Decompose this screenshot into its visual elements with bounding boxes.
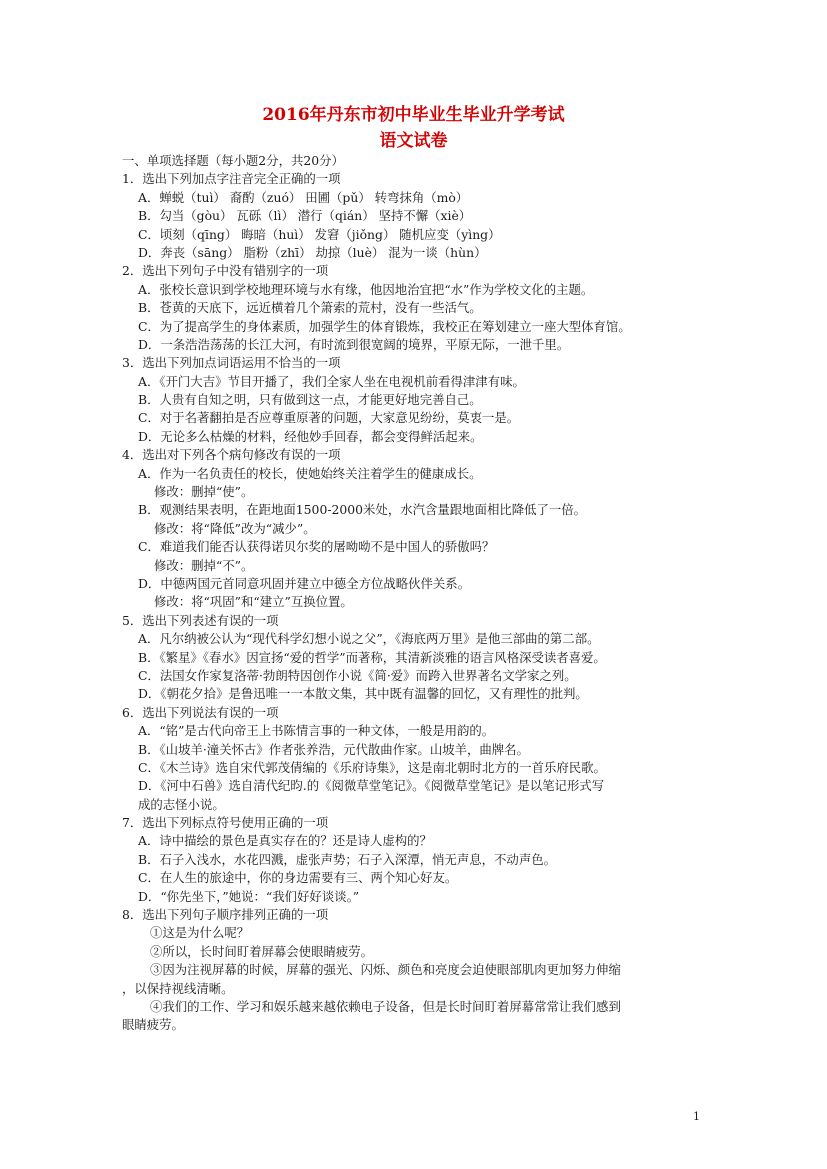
question-stem: 6．选出下列说法有误的一项 (122, 704, 279, 720)
ordered-sentence: ④我们的工作、学习和娱乐越来越依赖电子设备，但是长时间盯着屏幕常常让我们感到 (150, 998, 621, 1014)
answer-option: B．勾当（gòu） 瓦砾（lì） 潜行（qián） 坚持不懈（xiè） (138, 208, 472, 224)
answer-option: A．诗中描绘的景色是真实存在的？还是诗人虚构的？ (138, 833, 432, 849)
page-number: 1 (693, 1110, 700, 1123)
exam-content (122, 152, 710, 1035)
answer-option: B．《山坡羊·潼关怀古》作者张养浩，元代散曲作家。山坡羊，曲牌名。 (138, 741, 529, 757)
answer-option: B．石子入浅水，水花四溅，虚张声势；石子入深潭，悄无声息，不动声色。 (138, 851, 556, 867)
correction-note: 修改：删掉“使”。 (154, 484, 254, 500)
answer-option: A．蝉蜕（tuì） 裔酌（zuó） 田圃（pǔ） 转弯抹角（mò） (138, 189, 469, 205)
answer-option: A．“铭”是古代向帝王上书陈情言事的一种文体，一般是用韵的。 (138, 723, 495, 739)
exam-subtitle: 语文试卷 (379, 131, 448, 151)
text-continuation: ，以保持视线清晰。 (122, 980, 234, 996)
answer-option: D．《朝花夕拾》是鲁迅唯一一本散文集，其中既有温馨的回忆，又有理性的批判。 (138, 686, 588, 702)
question-stem: 2．选出下列句子中没有错别字的一项 (122, 263, 329, 279)
text-continuation: 眼睛疲劳。 (122, 1017, 184, 1033)
question-stem: 1．选出下列加点字注音完全正确的一项 (122, 171, 341, 187)
answer-option: D．奔丧（sāng） 脂粉（zhī） 劫掠（luè） 混为一谈（hùn） (138, 244, 487, 260)
correction-note: 修改：将“降低”改为“减少”。 (154, 520, 316, 536)
answer-option: C．《木兰诗》选自宋代郭茂倩编的《乐府诗集》，这是南北朝时北方的一首乐府民歌。 (138, 759, 606, 775)
exam-title: 2016年丹东市初中毕业生毕业升学考试 (262, 105, 565, 125)
answer-option: D．《河中石兽》选自清代纪昀.的《阅微草堂笔记》。《阅微草堂笔记》是以笔记形式写 (138, 778, 605, 794)
ordered-sentence: ②所以，长时间盯着屏幕会使眼睛疲劳。 (150, 943, 374, 959)
answer-option: B．人贵有自知之明，只有做到这一点，才能更好地完善自己。 (138, 392, 482, 408)
text-continuation: 成的志怪小说。 (138, 796, 225, 812)
answer-option: B．苍黄的天底下，远近横着几个箫索的荒村，没有一些活气。 (138, 300, 482, 316)
question-stem: 4．选出对下列各个病句修改有误的一项 (122, 447, 341, 463)
ordered-sentence: ③因为注视屏幕的时候，屏幕的强光、闪烁、颜色和亮度会迫使眼部肌肉更加努力伸缩 (150, 962, 621, 978)
answer-option: C．难道我们能否认获得诺贝尔奖的屠呦呦不是中国人的骄傲吗？ (138, 539, 495, 555)
answer-option: D．无论多么枯燥的材料，经他妙手回春，都会变得鲜活起来。 (138, 428, 483, 444)
question-stem: 3．选出下列加点词语运用不恰当的一项 (122, 355, 341, 371)
section-heading: 一、单项选择题（每小题2分，共20分） (122, 153, 344, 168)
answer-option: C．对于名著翻拍是否应尊重原著的问题，大家意见纷纷，莫衷一是。 (138, 410, 520, 426)
answer-option: B．《繁星》《春水》因宣扬“爱的哲学”而著称，其清新淡雅的语言风格深受读者喜爱。 (138, 649, 606, 665)
question-stem: 8．选出下列句子顺序排列正确的一项 (122, 907, 329, 923)
answer-option: C．法国女作家复洛蒂·勃朗特因创作小说《简·爱》而跨入世界著名文学家之列。 (138, 667, 577, 683)
answer-option: A．凡尔纳被公认为“现代科学幻想小说之父”，《海底两万里》是他三部曲的第二部。 (138, 631, 600, 647)
answer-option: D．“你先坐下，”她说：“我们好好谈谈。” (138, 888, 360, 904)
correction-note: 修改：删掉“不”。 (154, 557, 254, 573)
answer-option: A．作为一名负责任的校长，使她始终关注着学生的健康成长。 (138, 465, 482, 481)
question-stem: 5．选出下列表述有误的一项 (122, 612, 279, 628)
correction-note: 修改：将“巩固”和“建立”互换位置。 (154, 594, 353, 610)
ordered-sentence: ①这是为什么呢？ (150, 925, 250, 941)
answer-option: C．在人生的旅途中，你的身边需要有三、两个知心好友。 (138, 870, 458, 886)
answer-option: A．《开门大吉》节目开播了，我们全家人坐在电视机前看得津津有味。 (138, 373, 525, 389)
answer-option: D．一条浩浩荡荡的长江大河，有时流到很宽阔的境界，平原无际，一泄千里。 (138, 336, 570, 352)
question-stem: 7．选出下列标点符号使用正确的一项 (122, 815, 329, 831)
answer-option: C．为了提高学生的身体素质，加强学生的体育锻炼，我校正在筹划建立一座大型体育馆。 (138, 318, 631, 334)
answer-option: A．张校长意识到学校地理环境与水有缘，他因地治宜把“水”作为学校文化的主题。 (138, 281, 594, 297)
answer-option: C．顷刻（qīng） 晦暗（huì） 发窘（jiǒng） 随机应变（yìng） (138, 226, 501, 242)
answer-option: D．中德两国元首同意巩固并建立中德全方位战略伙伴关系。 (138, 575, 471, 591)
answer-option: B．观测结果表明，在距地面1500-2000米处，水汽含量跟地面相比降低了一倍。 (138, 502, 587, 518)
